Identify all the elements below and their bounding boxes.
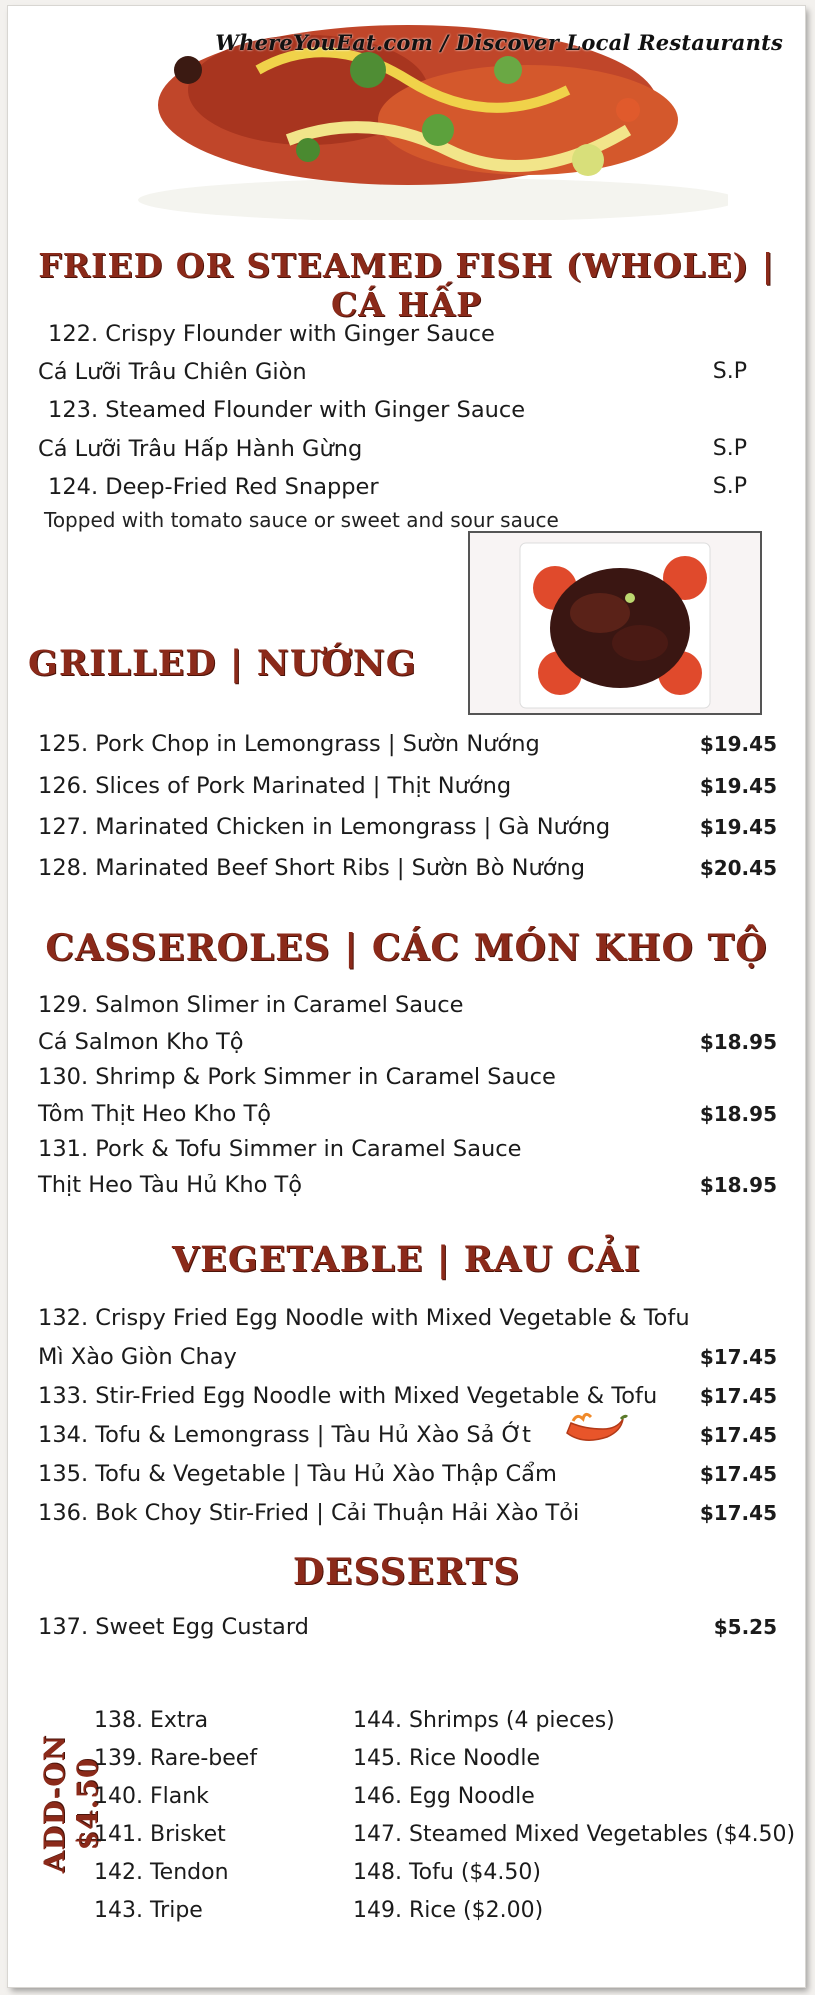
item-name: 129. Salmon Slimer in Caramel Sauce [38, 992, 464, 1018]
section-title-fish: FRIED OR STEAMED FISH (WHOLE) | CÁ HẤP [38, 246, 775, 324]
addon-item: 145. Rice Noodle [353, 1746, 540, 1771]
item-price: $17.45 [699, 1345, 777, 1369]
item-name: 123. Steamed Flounder with Ginger Sauce [48, 397, 526, 423]
item-name: 134. Tofu & Lemongrass | Tàu Hủ Xào Sả Ớt [38, 1422, 531, 1448]
addon-item: 149. Rice ($2.00) [353, 1898, 544, 1923]
item-name-vn: Cá Lưỡi Trâu Chiên Giòn [38, 359, 307, 385]
addon-item: 139. Rare-beef [94, 1746, 258, 1771]
item-name: 124. Deep-Fried Red Snapper [48, 474, 379, 500]
item-name-vn: Mì Xào Giòn Chay [38, 1344, 237, 1370]
addon-item: 138. Extra [94, 1708, 209, 1733]
item-name-vn: Cá Lưỡi Trâu Hấp Hành Gừng [38, 436, 363, 462]
item-note: Topped with tomato sauce or sweet and sour sauce [44, 508, 559, 532]
item-price: $5.25 [713, 1615, 777, 1639]
addon-item: 146. Egg Noodle [353, 1784, 535, 1809]
grilled-dish-photo [468, 531, 762, 715]
item-price: $17.45 [699, 1384, 777, 1408]
addon-item: 141. Brisket [94, 1822, 226, 1847]
section-title-casseroles: CASSEROLES | CÁC MÓN KHO TỘ [45, 927, 768, 969]
item-name: 132. Crispy Fried Egg Noodle with Mixed Vegetable & Tofu [38, 1305, 690, 1331]
item-price: S.P [712, 474, 747, 499]
item-name: 130. Shrimp & Pork Simmer in Caramel Sauce [38, 1064, 556, 1090]
addon-item: 147. Steamed Mixed Vegetables ($4.50) [353, 1822, 796, 1847]
menu-page [8, 6, 805, 1987]
section-title-desserts: DESSERTS [292, 1551, 521, 1593]
item-name-vn: Cá Salmon Kho Tộ [38, 1029, 244, 1055]
item-price: $20.45 [699, 856, 777, 880]
section-title-grilled: GRILLED | NƯỚNG [28, 643, 417, 684]
item-name: 127. Marinated Chicken in Lemongrass | Gà Nướng [38, 814, 611, 840]
addon-item: 140. Flank [94, 1784, 209, 1809]
item-price: $17.45 [699, 1423, 777, 1447]
item-price: S.P [712, 436, 747, 461]
item-name: 122. Crispy Flounder with Ginger Sauce [48, 321, 495, 347]
item-name: 133. Stir-Fried Egg Noodle with Mixed Vegetable & Tofu [38, 1383, 658, 1409]
addon-item: 148. Tofu ($4.50) [353, 1860, 541, 1885]
item-name: 137. Sweet Egg Custard [38, 1614, 309, 1640]
item-name: 136. Bok Choy Stir-Fried | Cải Thuận Hải Xào Tỏi [38, 1500, 580, 1526]
item-price: $19.45 [699, 732, 777, 756]
item-price: S.P [712, 359, 747, 384]
item-price: $18.95 [699, 1173, 777, 1197]
item-price: $17.45 [699, 1462, 777, 1486]
item-name: 131. Pork & Tofu Simmer in Caramel Sauce [38, 1136, 522, 1162]
addon-label: ADD-ON $4.50 [38, 1734, 104, 1874]
item-name: 128. Marinated Beef Short Ribs | Sườn Bò Nướng [38, 855, 586, 881]
item-price: $19.45 [699, 815, 777, 839]
item-name: 126. Slices of Pork Marinated | Thịt Nướng [38, 773, 512, 799]
item-name: 125. Pork Chop in Lemongrass | Sườn Nướng [38, 731, 540, 757]
addon-item: 144. Shrimps (4 pieces) [353, 1708, 615, 1733]
watermark-text: WhereYouEat.com / Discover Local Restaurants [215, 30, 783, 55]
item-name-vn: Thịt Heo Tàu Hủ Kho Tộ [38, 1172, 303, 1198]
item-price: $18.95 [699, 1030, 777, 1054]
item-price: $17.45 [699, 1501, 777, 1525]
section-title-vegetable: VEGETABLE | RAU CẢI [172, 1239, 641, 1280]
item-price: $18.95 [699, 1102, 777, 1126]
item-name: 135. Tofu & Vegetable | Tàu Hủ Xào Thập Cẩm [38, 1461, 557, 1487]
addon-item: 143. Tripe [94, 1898, 203, 1923]
item-price: $19.45 [699, 774, 777, 798]
addon-item: 142. Tendon [94, 1860, 229, 1885]
spicy-pepper-icon [563, 1411, 628, 1447]
item-name-vn: Tôm Thịt Heo Kho Tộ [38, 1101, 271, 1127]
